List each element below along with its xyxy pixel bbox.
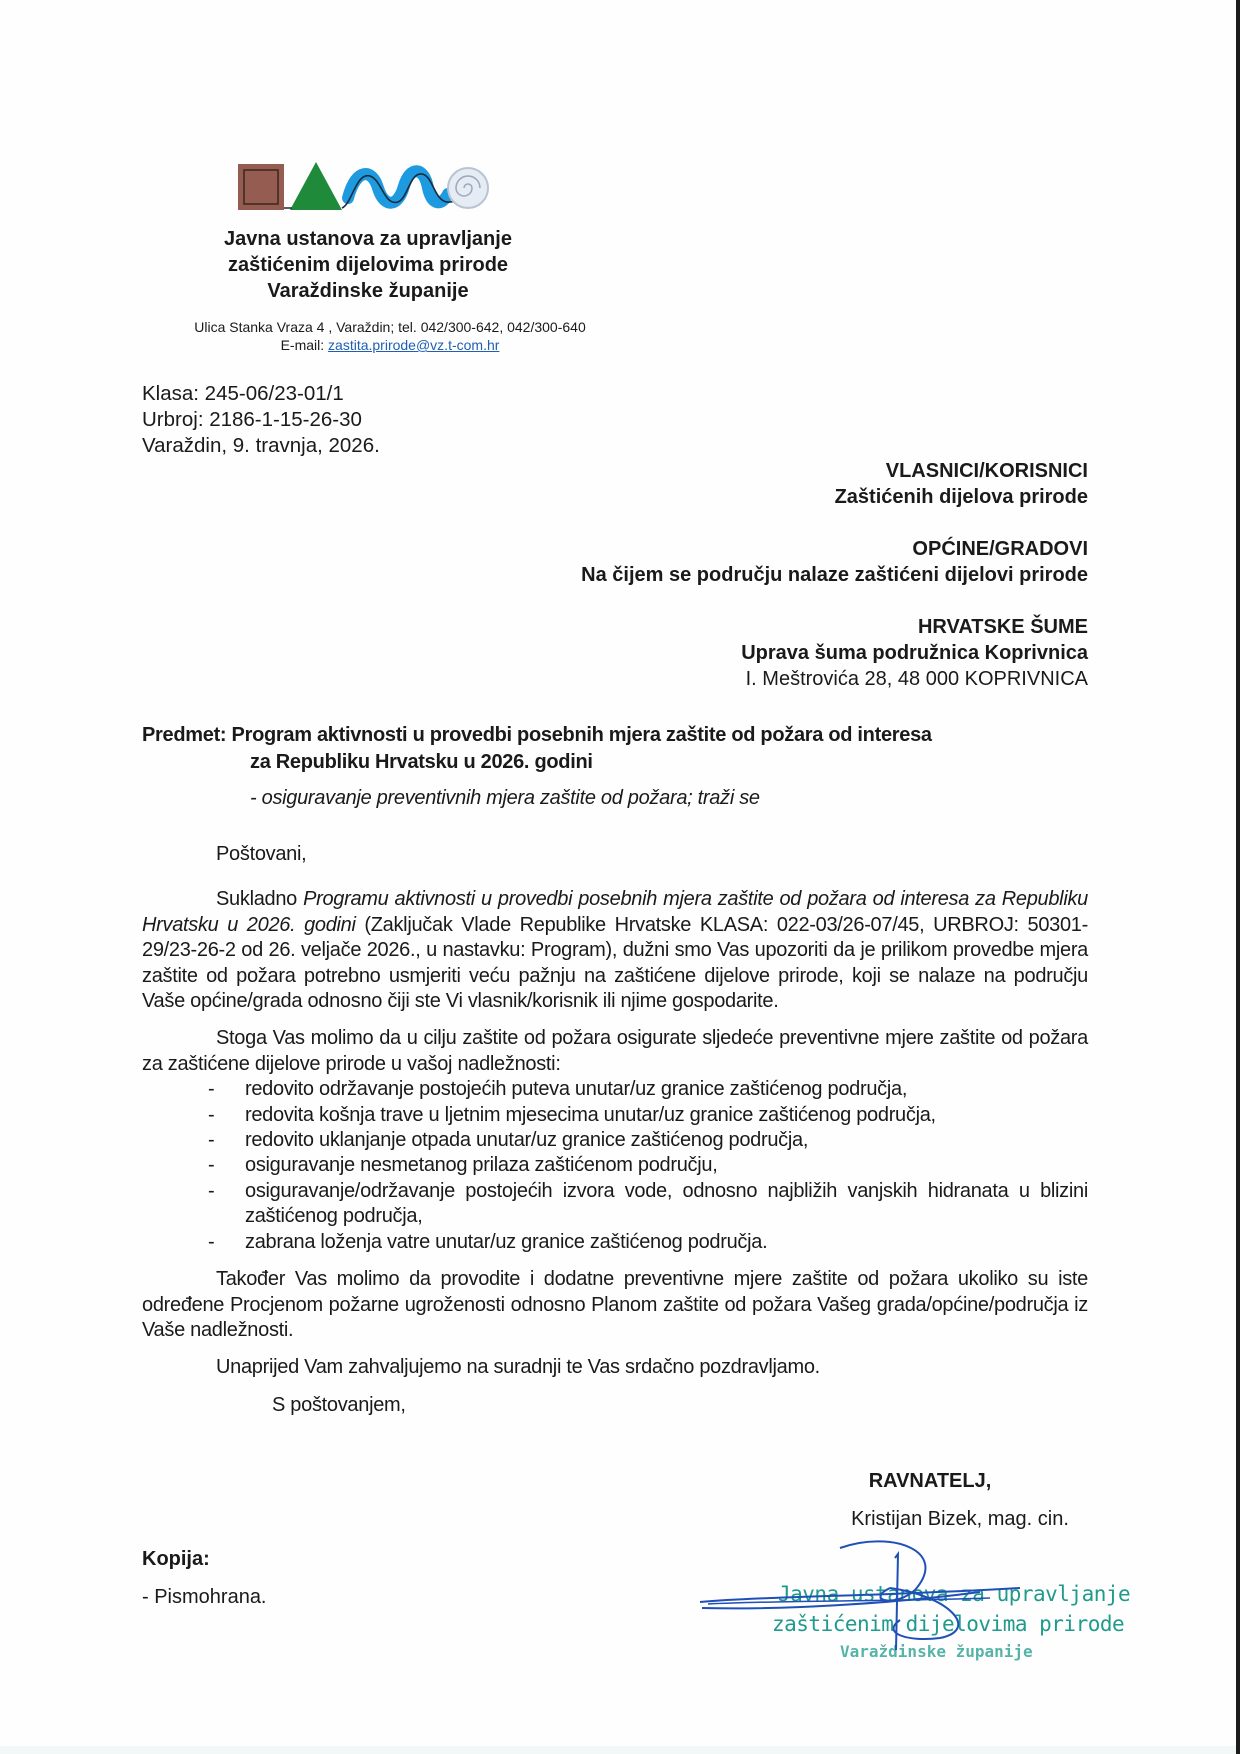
measures-list (142, 1077, 1088, 1255)
place-date: Varaždin, 9. travnja, 2026. (142, 434, 380, 457)
measure-item: - redovito održavanje postojećih puteva unutar/uz granice zaštićenog područja, (208, 1077, 1088, 1102)
measure-item: - redovita košnja trave u ljetnim mjesecima unutar/uz granice zaštićenog područja, (208, 1103, 1088, 1128)
org-line-3: Varaždinske županije (267, 280, 469, 302)
subject (142, 722, 1092, 776)
paragraph-3: Također Vas molimo da provodite i dodatne preventivne mjere zaštite od požara ukoliko su iste određene Procjenom požarne ugroženosti odnosno Planom zaštite od požara Vašeg grada/općine/područja iz Vaše nadležnosti. (142, 1268, 1088, 1341)
organization-name (188, 226, 548, 304)
p1-program-title: Programu aktivnosti u provedbi posebnih mjera zaštite od požara od interesa za Republiku Hrvatsku u 2026. godini (142, 888, 1088, 936)
official-stamp (690, 1530, 1131, 1670)
contact-address (140, 318, 640, 354)
scan-bottom-edge (0, 1746, 1236, 1754)
recipient-3-line3: I. Meštrovića 28, 48 000 KOPRIVNICA (745, 668, 1088, 690)
paragraph-4: Unaprijed Vam zahvaljujemo na suradnji te Vas srdačno pozdravljamo. (216, 1356, 820, 1379)
email-label: E-mail: (280, 337, 329, 353)
measure-item: - zabrana loženja vatre unutar/uz granice zaštićenog područja. (208, 1230, 1088, 1255)
p1-rest: (Zaključak Vlade Republike Hrvatske KLASA: 022-03/26-07/45, URBROJ: 50301-29/23-26-2 od 26. veljače 2026., u nastavku: Program), dužni smo Vas upozoriti da je prilikom provedbe mjera zaštite od požara potrebno usmjeriti veću pažnju na zaštićene dijelove prirode, koji se nalaze na području Vaše općine/grada odnosno čiji ste Vi vlasnik/korisnik ili njime gospodarite. (142, 913, 1088, 1013)
postal-address: Ulica Stanka Vraza 4 , Varaždin; tel. 042/300-642, 042/300-640 (194, 319, 586, 335)
handwritten-signature-icon (690, 1530, 1110, 1670)
signatory-role: RAVNATELJ, (868, 1470, 992, 1492)
recipient-1-title: VLASNICI/KORISNICI (885, 460, 1088, 482)
scan-edge (1236, 0, 1240, 1754)
recipient-2-line2: Na čijem se području nalaze zaštićeni dijelovi prirode (581, 564, 1088, 586)
stamp-line-3: Varaždinske županije (840, 1642, 1033, 1661)
stamp-line-1: Javna ustanova za upravljanje (778, 1582, 1131, 1606)
subject-label: Predmet: (142, 724, 232, 746)
institution-logo-icon (236, 158, 492, 216)
measure-item: - osiguravanje/održavanje postojećih izvora vode, odnosno najbližih vanjskih hidranata u blizini zaštićenog područja, (208, 1179, 1088, 1230)
urbroj: Urbroj: 2186-1-15-26-30 (142, 408, 362, 431)
recipients-block (581, 458, 1088, 692)
closing: S poštovanjem, (272, 1393, 406, 1416)
stamp-line-2: zaštićenim dijelovima prirode (772, 1612, 1125, 1636)
email-line (140, 336, 640, 354)
org-line-1: Javna ustanova za upravljanje (224, 228, 512, 250)
letter-body (142, 842, 1088, 1430)
paragraph-1 (142, 887, 1088, 1014)
klasa: Klasa: 245-06/23-01/1 (142, 382, 344, 405)
recipient-2-title: OPĆINE/GRADOVI (912, 538, 1088, 560)
subject-line-2: za Republiku Hrvatsku u 2026. godini (250, 751, 593, 773)
greeting: Poštovani, (216, 843, 307, 865)
p1-lead: Sukladno (216, 888, 304, 911)
subject-note: - osiguravanje preventivnih mjera zaštite od požara; traži se (250, 787, 760, 809)
copy-item: - Pismohrana. (142, 1586, 267, 1608)
measure-item: - osiguravanje nesmetanog prilaza zaštićenom području, (208, 1153, 1088, 1178)
email-link[interactable]: zastita.prirode@vz.t-com.hr (328, 337, 500, 353)
recipient-3-line2: Uprava šuma podružnica Koprivnica (741, 642, 1088, 664)
org-line-2: zaštićenim dijelovima prirode (227, 254, 509, 276)
recipient-1-line2: Zaštićenih dijelova prirode (834, 486, 1088, 508)
recipient-3-title: HRVATSKE ŠUME (917, 616, 1088, 638)
measure-item: - redovito uklanjanje otpada unutar/uz granice zaštićenog područja, (208, 1128, 1088, 1153)
signatory-name: Kristijan Bizek, mag. cin. (851, 1508, 1069, 1530)
paragraph-2: Stoga Vas molimo da u cilju zaštite od požara osigurate sljedeće preventivne mjere zaštite od požara za zaštićene dijelove prirode u vašoj nadležnosti: (142, 1027, 1088, 1075)
subject-line-1: Program aktivnosti u provedbi posebnih mjera zaštite od požara od interesa (231, 724, 932, 746)
copy-label: Kopija: (142, 1548, 210, 1570)
document-references (142, 381, 380, 459)
